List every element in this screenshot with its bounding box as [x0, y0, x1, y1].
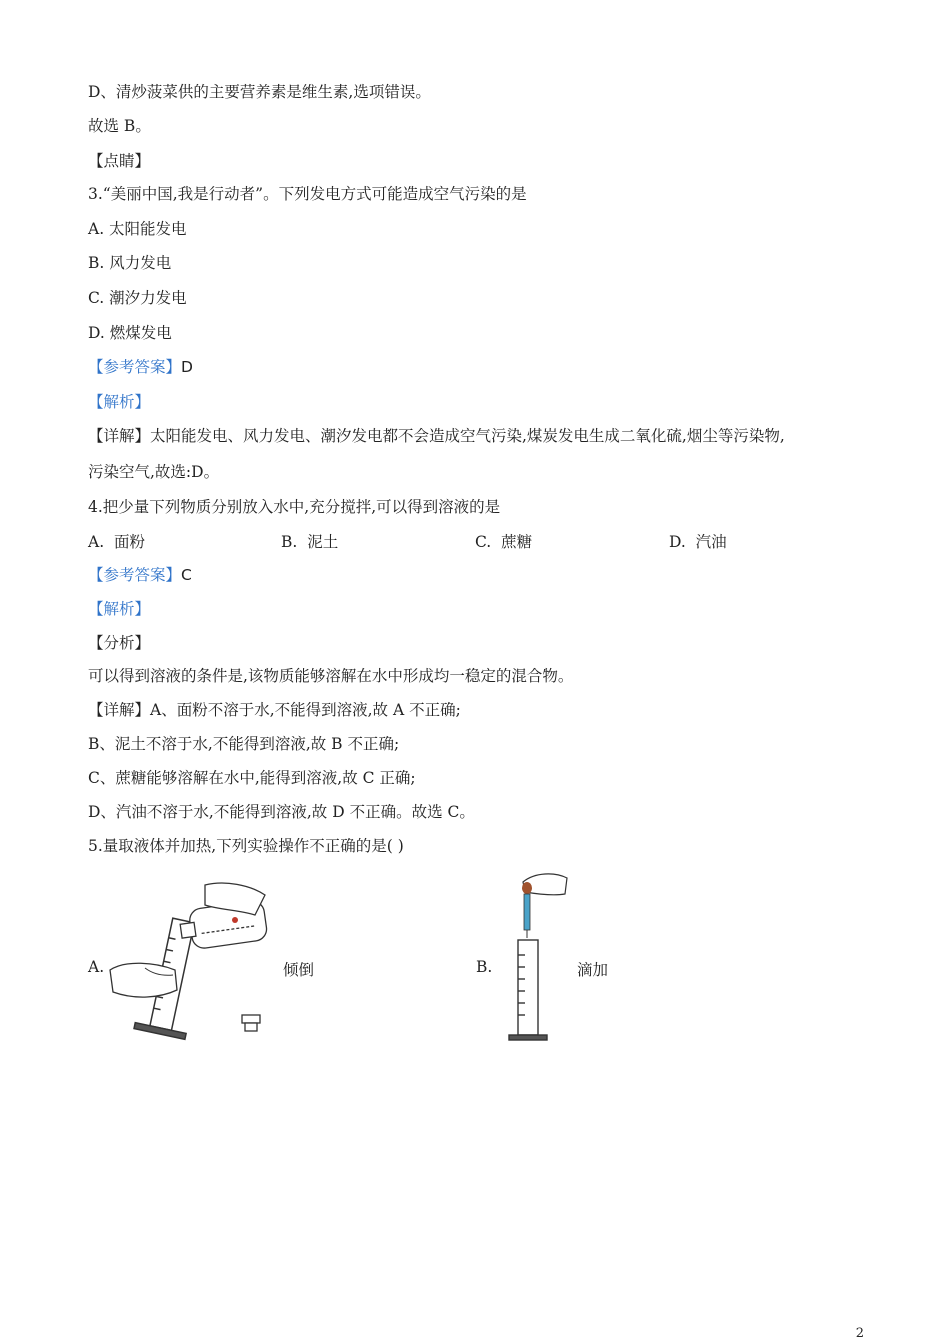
- question-4-analysis-tag: 【解析】: [88, 600, 151, 618]
- question-3-answer: [88, 357, 193, 377]
- answer-value: C: [181, 566, 192, 584]
- question-4-option-a: A. 面粉: [88, 533, 145, 551]
- pouring-liquid-illustration: [105, 880, 275, 1045]
- text-line: 故选 B。: [88, 117, 151, 135]
- question-3-analysis-tag: 【解析】: [88, 393, 151, 411]
- question-4-answer: [88, 565, 192, 585]
- figure-a-caption: 倾倒: [283, 961, 315, 979]
- question-3-option-a: A. 太阳能发电: [88, 220, 187, 238]
- question-3-option-c: C. 潮汐力发电: [88, 289, 187, 307]
- figure-b-caption: 滴加: [577, 961, 609, 979]
- question-4-detail-a: 【详解】A、面粉不溶于水,不能得到溶液,故 A 不正确;: [88, 701, 461, 719]
- question-4-option-b: B. 泥土: [281, 533, 339, 551]
- question-4-condition: 可以得到溶液的条件是,该物质能够溶解在水中形成均一稳定的混合物。: [88, 667, 574, 685]
- figure-a-letter: A.: [88, 958, 105, 976]
- question-3-option-d: D. 燃煤发电: [88, 324, 172, 342]
- figure-b-letter: B.: [476, 958, 493, 976]
- question-4-detail-d: D、汽油不溶于水,不能得到溶液,故 D 不正确。故选 C。: [88, 803, 475, 821]
- text-line: D、清炒菠菜供的主要营养素是维生素,选项错误。: [88, 83, 431, 101]
- question-3-option-b: B. 风力发电: [88, 254, 172, 272]
- question-3-stem: 3.“美丽中国,我是行动者”。下列发电方式可能造成空气污染的是: [88, 185, 527, 203]
- answer-tag: 【参考答案】: [88, 566, 182, 584]
- question-4-detail-c: C、蔗糖能够溶解在水中,能得到溶液,故 C 正确;: [88, 769, 416, 787]
- question-4-detail-b: B、泥土不溶于水,不能得到溶液,故 B 不正确;: [88, 735, 400, 753]
- answer-tag: 【参考答案】: [88, 358, 182, 376]
- section-tag-dianjing: 【点睛】: [88, 152, 151, 170]
- answer-value: D: [181, 358, 193, 376]
- question-5-stem: 5.量取液体并加热,下列实验操作不正确的是( ): [88, 837, 404, 855]
- question-3-detail-line-2: 污染空气,故选:D。: [88, 463, 220, 481]
- question-4-stem: 4.把少量下列物质分别放入水中,充分搅拌,可以得到溶液的是: [88, 498, 501, 516]
- page-number: 2: [855, 1326, 864, 1341]
- question-4-option-c: C. 蔗糖: [475, 533, 533, 551]
- dropper-illustration: [505, 870, 575, 1045]
- question-3-detail-line-1: 【详解】太阳能发电、风力发电、潮汐发电都不会造成空气污染,煤炭发电生成二氧化硫,烟尘等污染物,: [88, 427, 785, 445]
- question-4-option-d: D. 汽油: [669, 533, 727, 551]
- question-4-fenxi-tag: 【分析】: [88, 634, 151, 652]
